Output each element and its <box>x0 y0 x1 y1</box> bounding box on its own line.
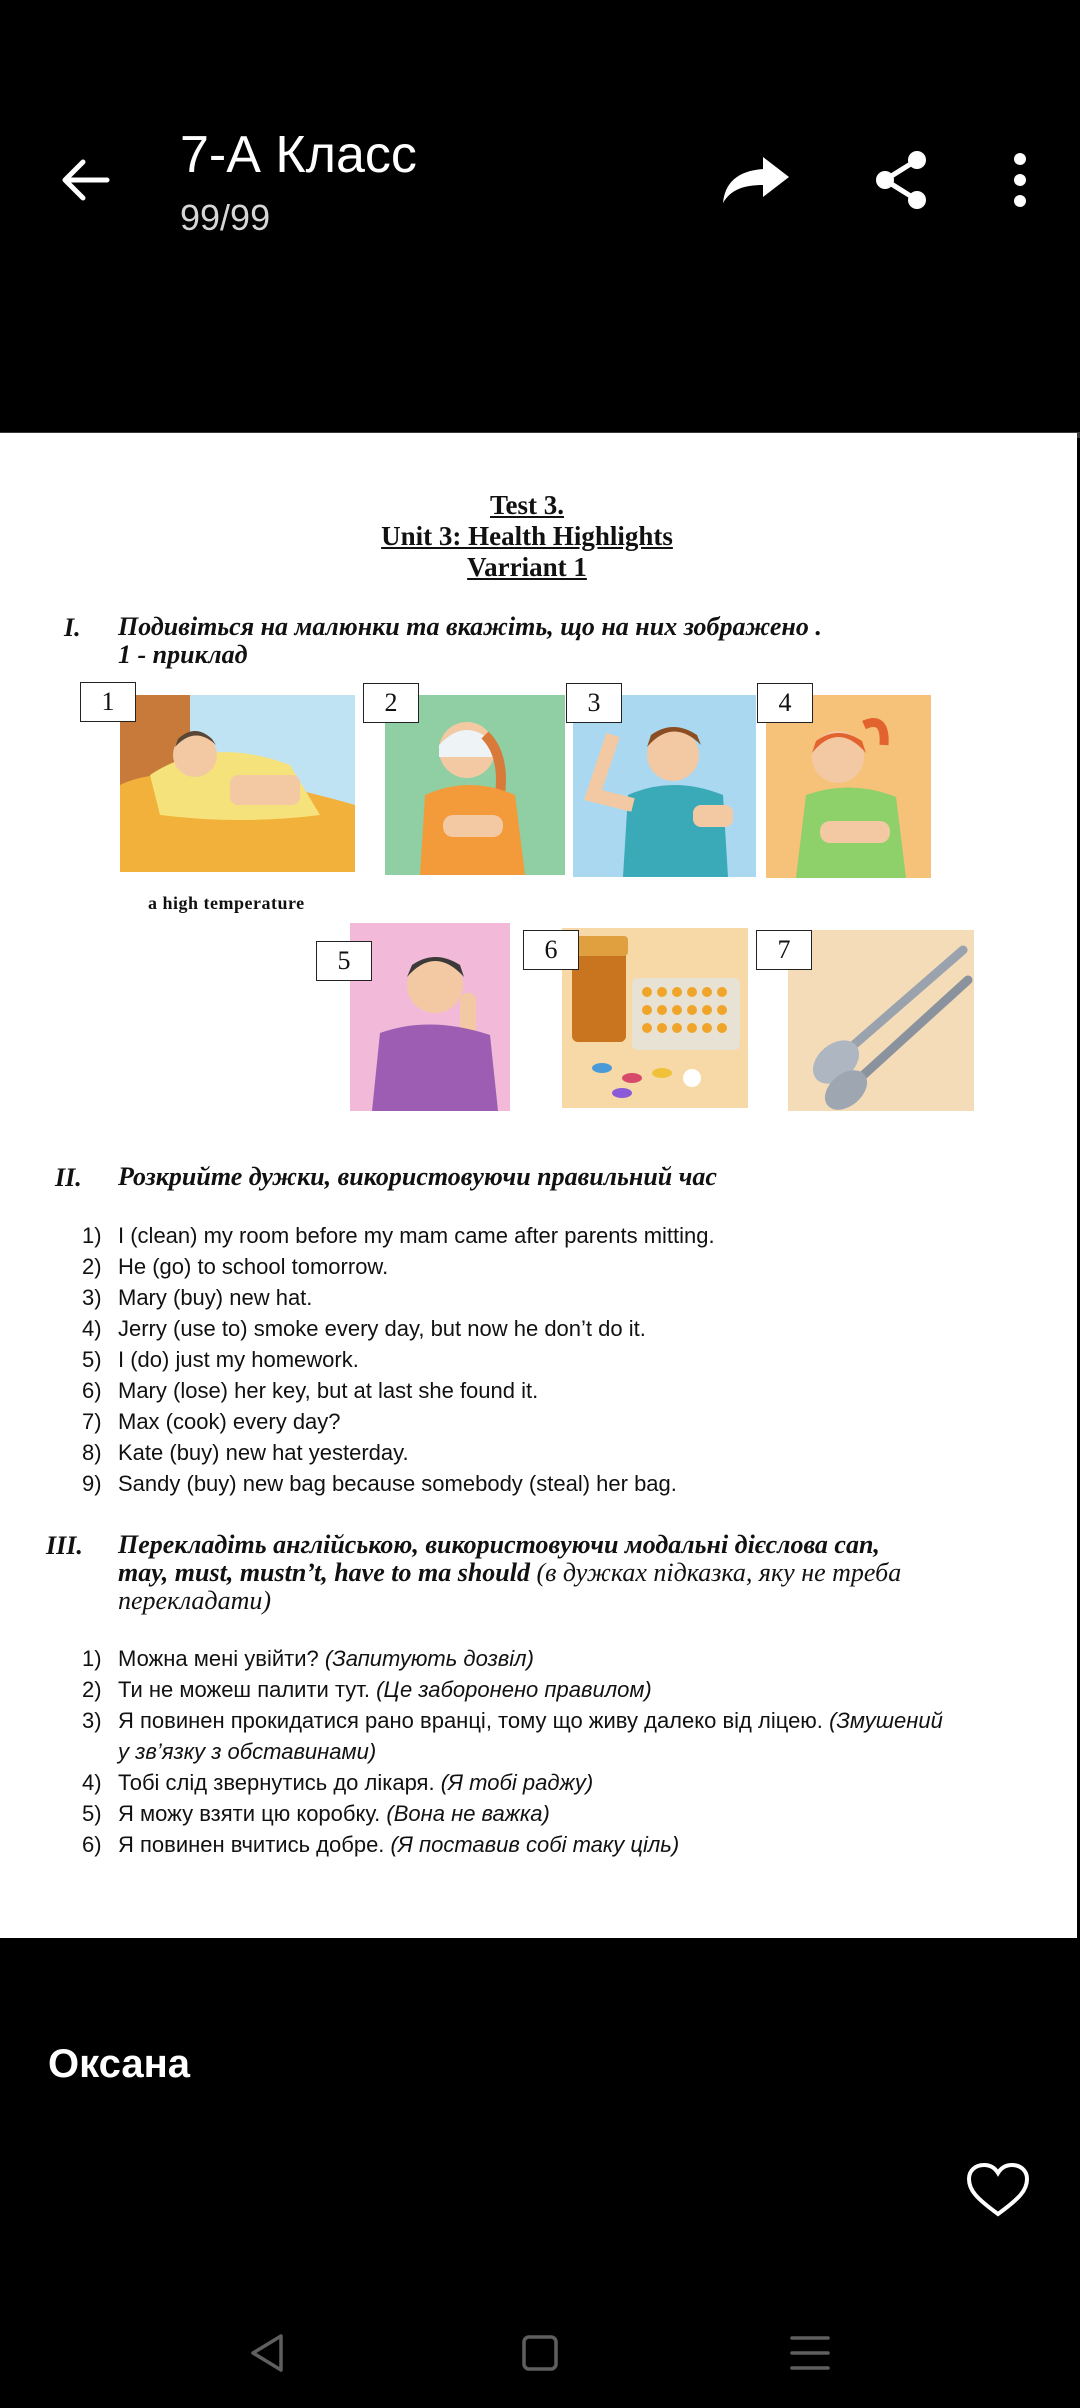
section-1-subtitle: 1 - приклад <box>118 640 248 669</box>
section-3-title-line3: перекладати) <box>118 1586 272 1615</box>
list-item: 4) Тобі слід звернутись до лікаря. (Я тобі раджу) <box>82 1770 594 1795</box>
section-2-title: Розкрийте дужки, використовуючи правильний час <box>118 1162 717 1191</box>
picture-6-pills <box>562 928 748 1108</box>
like-button[interactable] <box>964 2160 1032 2220</box>
back-button[interactable] <box>50 145 120 215</box>
picture-5-boy-tired <box>350 923 510 1111</box>
list-item: 7) Max (cook) every day? <box>82 1409 341 1434</box>
document-image[interactable] <box>0 433 1077 1938</box>
picture-number-5: 5 <box>316 941 372 981</box>
list-item: 5) Я можу взяти цю коробку. (Вона не важка) <box>82 1801 550 1826</box>
example-caption: a high temperature <box>148 893 305 913</box>
chat-title: 7-А Класс <box>180 126 417 184</box>
nav-menu-icon <box>790 2334 830 2372</box>
list-item: 5) I (do) just my homework. <box>82 1347 359 1372</box>
more-vert-icon <box>1013 152 1027 208</box>
share-icon <box>873 150 929 210</box>
list-item: 2) He (go) to school tomorrow. <box>82 1254 389 1279</box>
share-button[interactable] <box>866 148 936 212</box>
picture-number-7: 7 <box>756 930 812 970</box>
nav-recents-button[interactable] <box>775 2322 845 2384</box>
nav-home-icon <box>520 2333 560 2373</box>
variant-title: Varriant 1 <box>467 552 587 582</box>
section-3-title-line2: may, must, mustn’t, have to та should (в дужках підказка, яку не треба <box>118 1558 902 1587</box>
top-app-bar <box>0 0 1080 430</box>
list-item: 1) I (clean) my room before my mam came after parents mitting. <box>82 1223 715 1248</box>
nav-home-button[interactable] <box>505 2322 575 2384</box>
picture-7-spoons <box>788 930 974 1111</box>
more-options-button[interactable] <box>998 148 1042 212</box>
nav-back-icon <box>247 2332 287 2374</box>
picture-1-sick-boy-in-bed <box>120 695 355 872</box>
picture-number-1: 1 <box>80 682 136 722</box>
test-title: Test 3. <box>489 490 564 520</box>
list-item: 3) Я повинен прокидатися рано вранці, тому що живу далеко від ліцею. (Змушений у зв’язку з обставинами) <box>82 1708 943 1764</box>
system-navigation-bar <box>0 2300 1080 2408</box>
image-counter: 99/99 <box>180 197 271 238</box>
picture-number-2: 2 <box>363 683 419 723</box>
section-2-list <box>82 1220 715 1499</box>
arrow-left-icon <box>57 152 113 208</box>
list-item: 6) Я повинен вчитись добре. (Я поставив собі таку ціль) <box>82 1832 680 1857</box>
list-item: 3) Mary (buy) new hat. <box>82 1285 313 1310</box>
section-1-title: Подивіться на малюнки та вкажіть, що на них зображено . <box>118 612 822 641</box>
list-item: 8) Kate (buy) new hat yesterday. <box>82 1440 409 1465</box>
picture-number-3: 3 <box>566 683 622 723</box>
picture-number-4: 4 <box>757 683 813 723</box>
unit-title: Unit 3: Health Highlights <box>381 521 673 551</box>
section-3-list <box>82 1643 943 1860</box>
list-item: 2) Ти не можеш палити тут. (Це заборонено правилом) <box>82 1677 652 1702</box>
nav-back-button[interactable] <box>232 2322 302 2384</box>
forward-icon <box>719 153 793 207</box>
picture-number-6: 6 <box>523 930 579 970</box>
list-item: 9) Sandy (buy) new bag because somebody (steal) her bag. <box>82 1471 677 1496</box>
heart-outline-icon <box>966 2162 1030 2218</box>
list-item: 6) Mary (lose) her key, but at last she found it. <box>82 1378 539 1403</box>
section-2-number: II. <box>55 1163 82 1192</box>
section-3-title-line1: Перекладіть англійською, використовуючи модальні дієслова can, <box>118 1530 880 1559</box>
section-3-number: III. <box>46 1531 83 1560</box>
list-item: 4) Jerry (use to) smoke every day, but now he don’t do it. <box>82 1316 646 1341</box>
list-item: 1) Можна мені увійти? (Запитують дозвіл) <box>82 1646 534 1671</box>
section-1-number: I. <box>64 613 81 642</box>
sender-name: Оксана <box>48 2042 190 2086</box>
forward-button[interactable] <box>716 148 796 212</box>
